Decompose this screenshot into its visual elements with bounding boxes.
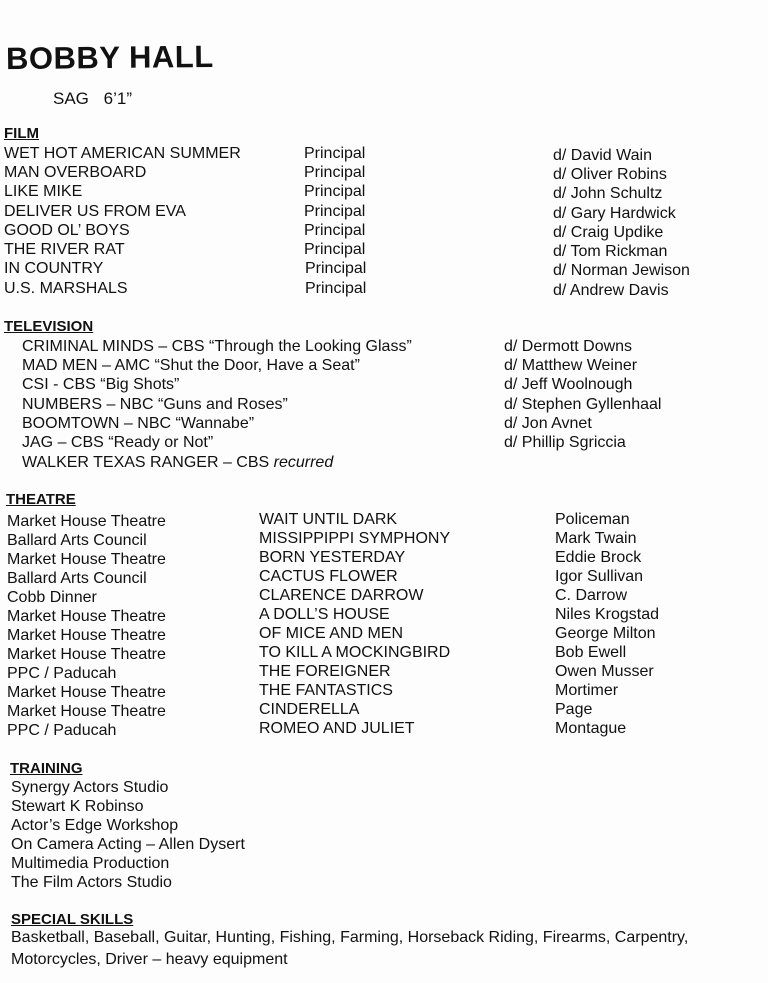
theatre-role: Bob Ewell — [555, 644, 627, 661]
training-item: Multimedia Production — [11, 855, 170, 872]
theatre-role: George Milton — [555, 625, 656, 642]
theatre-venue: Ballard Arts Council — [7, 532, 147, 549]
film-director: d/ Norman Jewison — [553, 262, 690, 279]
film-title: DELIVER US FROM EVA — [4, 203, 186, 220]
theatre-play: WAIT UNTIL DARK — [259, 511, 398, 528]
theatre-venue: PPC / Paducah — [7, 722, 117, 739]
theatre-venue: Market House Theatre — [7, 551, 166, 568]
theatre-venue: Market House Theatre — [7, 646, 166, 663]
tv-director: d/ Phillip Sgriccia — [504, 434, 626, 451]
theatre-role: Mortimer — [555, 682, 619, 699]
special-skills-text: Basketball, Baseball, Guitar, Hunting, Fishing, Farming, Horseback Riding, Firearms, Carpentry, Motorcycles, Driver – heavy equipment — [11, 929, 689, 968]
film-director: d/ Oliver Robins — [553, 166, 667, 183]
theatre-play: MISSIPPIPPI SYMPHONY — [259, 530, 451, 547]
film-role: Principal — [304, 241, 366, 258]
theatre-role: Niles Krogstad — [555, 606, 660, 623]
theatre-play: THE FANTASTICS — [259, 682, 393, 699]
theatre-role: Mark Twain — [555, 530, 637, 547]
theatre-venue: Ballard Arts Council — [7, 570, 147, 587]
film-title: THE RIVER RAT — [4, 241, 125, 258]
tv-director: d/ Jeff Woolnough — [504, 376, 633, 393]
tv-show: CSI - CBS “Big Shots” — [22, 376, 180, 393]
film-role: Principal — [304, 164, 366, 181]
actor-name: BOBBY HALL — [5, 38, 214, 77]
film-director: d/ Andrew Davis — [553, 282, 669, 299]
theatre-play: OF MICE AND MEN — [259, 625, 404, 642]
theatre-heading: THEATRE — [6, 491, 76, 508]
training-item: Stewart K Robinso — [11, 798, 144, 815]
tv-show-note: recurred — [273, 454, 334, 471]
theatre-venue: Market House Theatre — [7, 684, 166, 701]
tv-show: NUMBERS – NBC “Guns and Roses” — [22, 396, 288, 413]
film-title: MAN OVERBOARD — [4, 164, 147, 181]
tv-director: d/ Matthew Weiner — [504, 357, 638, 374]
theatre-role: Policeman — [555, 511, 630, 528]
tv-show: CRIMINAL MINDS – CBS “Through the Looking Glass” — [22, 338, 412, 355]
tv-show — [22, 453, 333, 472]
theatre-play: CLARENCE DARROW — [259, 587, 424, 604]
height-label: 6’1” — [103, 89, 132, 108]
training-heading: TRAINING — [10, 760, 83, 777]
television-heading: TELEVISION — [4, 318, 94, 335]
film-director: d/ Gary Hardwick — [553, 205, 676, 222]
film-role: Principal — [304, 145, 366, 162]
tv-director: d/ Jon Avnet — [504, 415, 592, 432]
theatre-venue: Market House Theatre — [7, 627, 166, 644]
training-item: Actor’s Edge Workshop — [11, 817, 179, 834]
theatre-role: Owen Musser — [555, 663, 654, 680]
theatre-play: CACTUS FLOWER — [259, 568, 398, 585]
film-role: Principal — [304, 183, 366, 200]
training-item: Synergy Actors Studio — [11, 779, 169, 796]
film-director: d/ Tom Rickman — [553, 243, 668, 260]
film-role: Principal — [305, 260, 367, 277]
film-role: Principal — [304, 222, 366, 239]
tv-director: d/ Dermott Downs — [504, 338, 633, 355]
theatre-role: Igor Sullivan — [555, 568, 644, 585]
special-skills-heading: SPECIAL SKILLS — [11, 911, 134, 928]
film-title: LIKE MIKE — [4, 183, 83, 200]
theatre-role: C. Darrow — [555, 587, 628, 604]
theatre-play: ROMEO AND JULIET — [259, 720, 415, 737]
training-item: On Camera Acting – Allen Dysert — [11, 836, 245, 853]
theatre-play: BORN YESTERDAY — [259, 549, 406, 566]
theatre-play: A DOLL’S HOUSE — [259, 606, 390, 623]
film-director: d/ Craig Updike — [553, 224, 664, 241]
theatre-venue: Market House Theatre — [7, 608, 166, 625]
film-director: d/ John Schultz — [553, 185, 663, 202]
film-title: WET HOT AMERICAN SUMMER — [4, 145, 241, 162]
film-role: Principal — [304, 203, 366, 220]
theatre-role: Page — [555, 701, 593, 718]
theatre-venue: Market House Theatre — [7, 513, 166, 530]
film-role: Principal — [305, 280, 367, 297]
theatre-play: THE FOREIGNER — [259, 663, 391, 680]
tv-director: d/ Stephen Gyllenhaal — [504, 396, 662, 413]
theatre-play: TO KILL A MOCKINGBIRD — [259, 644, 451, 661]
union-label: SAG — [53, 89, 89, 108]
union-and-height — [53, 89, 132, 109]
film-heading: FILM — [4, 125, 39, 142]
film-title: GOOD OL’ BOYS — [4, 222, 130, 239]
theatre-role: Eddie Brock — [555, 549, 642, 566]
tv-show: MAD MEN – AMC “Shut the Door, Have a Seat” — [22, 357, 360, 374]
theatre-role: Montague — [555, 720, 627, 737]
training-item: The Film Actors Studio — [11, 874, 172, 891]
theatre-play: CINDERELLA — [259, 701, 360, 718]
tv-show-title: WALKER TEXAS RANGER – CBS — [22, 454, 270, 471]
theatre-venue: Market House Theatre — [7, 703, 166, 720]
film-director: d/ David Wain — [553, 147, 652, 164]
film-title: IN COUNTRY — [4, 260, 104, 277]
theatre-venue: Cobb Dinner — [7, 589, 97, 606]
tv-show: JAG – CBS “Ready or Not” — [22, 434, 214, 451]
tv-show: BOOMTOWN – NBC “Wannabe” — [22, 415, 255, 432]
theatre-venue: PPC / Paducah — [7, 665, 117, 682]
film-title: U.S. MARSHALS — [4, 280, 128, 297]
